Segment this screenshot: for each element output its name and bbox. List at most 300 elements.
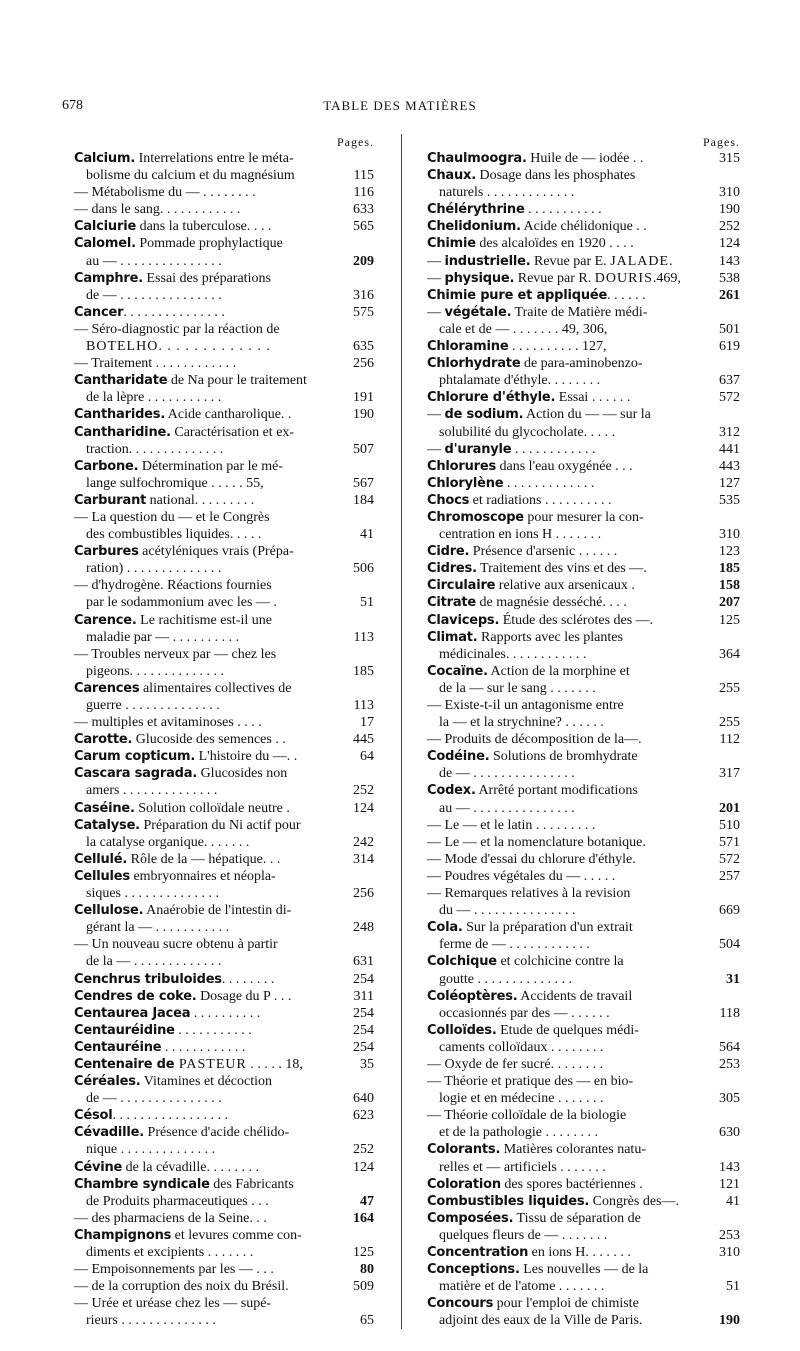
entry-segment: . . . . . . . . . . . — [174, 1022, 252, 1038]
entry-segment: . . . . . . . . — [221, 971, 275, 987]
entry-text — [427, 543, 710, 560]
entry-segment: pour l'emploi de chimiste — [493, 1296, 639, 1312]
entry-line — [427, 851, 710, 868]
entry-page-number: 124 — [353, 1159, 374, 1175]
entry-page-number: 254 — [353, 1039, 374, 1055]
entry-segment: . . . . . . . . . . . . . — [503, 475, 595, 491]
entry-line — [74, 731, 344, 748]
entry-heading: Coléoptères. — [427, 988, 518, 1004]
entry-heading: Cenchrus tribuloides — [74, 971, 222, 987]
entry-page-number: 124 — [719, 236, 740, 252]
entry-segment: — Existe-t-il un antagonisme entre — [427, 698, 624, 713]
entry-page-number: 185 — [719, 561, 740, 577]
index-entry — [74, 1295, 374, 1329]
entry-line — [427, 235, 710, 252]
entry-text — [427, 389, 710, 406]
entry-heading: Chlorylène — [427, 475, 504, 491]
entry-heading: Chimie — [427, 236, 476, 252]
index-entry — [74, 988, 374, 1005]
entry-heading: Chocs — [427, 492, 470, 508]
entry-line — [74, 304, 344, 321]
index-entry — [74, 424, 374, 458]
entry-text — [74, 1073, 344, 1107]
entry-line — [427, 1210, 710, 1227]
index-entry — [427, 851, 740, 868]
entry-continuation: lange sulfochromique . . . . . 55, — [86, 475, 264, 491]
index-entry — [74, 902, 374, 936]
entry-text — [74, 184, 344, 201]
entry-page-number: 64 — [360, 749, 374, 765]
entry-page-number: 509 — [353, 1279, 374, 1295]
entry-segment: Matières colorantes natu- — [500, 1142, 646, 1158]
entry-text — [427, 287, 710, 304]
entry-heading: Cantharidine. — [74, 424, 171, 440]
index-entry — [427, 1107, 740, 1141]
entry-text — [427, 919, 710, 953]
entry-line — [74, 1039, 344, 1056]
entry-text — [427, 338, 710, 355]
entry-segment: — — [427, 407, 445, 423]
entry-page-number: 501 — [719, 321, 740, 337]
entry-text — [74, 1210, 344, 1227]
pages-label: Pages. — [337, 135, 374, 149]
index-entry — [427, 475, 740, 492]
entry-segment: Essai des préparations — [143, 270, 271, 286]
entry-text — [427, 1244, 710, 1261]
index-entry — [427, 441, 740, 458]
entry-line — [74, 902, 344, 919]
entry-segment: national. . . . . . . . . — [146, 492, 255, 508]
entry-page-number: 510 — [719, 817, 740, 833]
entry-line — [74, 492, 344, 509]
index-entry — [74, 321, 374, 355]
entry-line — [74, 612, 344, 629]
entry-line — [427, 1022, 710, 1039]
entry-text — [427, 988, 710, 1022]
entry-continuation: guerre . . . . . . . . . . . . . . — [86, 698, 220, 713]
entry-page-number: 630 — [719, 1125, 740, 1141]
entry-text — [74, 851, 344, 868]
entry-text — [427, 201, 710, 218]
entry-heading: Camphre. — [74, 270, 143, 286]
entry-segment: — Séro-diagnostic par la réaction de — [74, 321, 280, 337]
entry-text — [427, 167, 710, 201]
entry-continuation: ferme de — . . . . . . . . . . . . — [439, 937, 590, 953]
index-entry — [74, 1278, 374, 1295]
entry-line — [427, 1056, 710, 1073]
entry-segment: de Na pour le traitement — [167, 373, 307, 389]
entry-page-number: 41 — [360, 527, 374, 543]
entry-text — [74, 731, 344, 748]
entry-line — [74, 184, 344, 201]
entry-page-number: 164 — [353, 1210, 374, 1226]
entry-page-number: 572 — [719, 390, 740, 406]
entry-segment: — Troubles nerveux par — chez les — [74, 646, 277, 662]
entry-line — [74, 1022, 344, 1039]
index-entry — [427, 885, 740, 919]
index-entry — [427, 167, 740, 201]
entry-line — [427, 868, 710, 885]
entry-continuation: rieurs . . . . . . . . . . . . . . — [86, 1313, 216, 1329]
entry-heading: Calomel. — [74, 236, 136, 252]
entry-text — [74, 748, 344, 765]
index-entry — [74, 577, 374, 611]
entry-heading: Calciurie — [74, 219, 137, 235]
entry-page-number: 254 — [353, 1022, 374, 1038]
entry-segment: — — [427, 270, 445, 286]
index-entry — [427, 235, 740, 252]
entry-heading: Chlorure d'éthyle. — [427, 390, 556, 406]
entry-text — [74, 1039, 344, 1056]
entry-segment: pour mesurer la con- — [523, 509, 644, 525]
entry-line — [427, 389, 710, 406]
entry-line — [74, 458, 344, 475]
entry-page-number: 65 — [360, 1313, 374, 1329]
entry-continuation: bolisme du calcium et du magnésium — [86, 168, 295, 184]
entry-page-number: 47 — [360, 1193, 374, 1209]
entry-segment: des spores bactériennes . — [500, 1176, 643, 1192]
index-entry — [74, 201, 374, 218]
entry-text — [427, 1056, 710, 1073]
entry-line — [427, 817, 710, 834]
entry-line — [74, 936, 344, 953]
index-entry — [74, 936, 374, 970]
entry-line — [427, 1193, 710, 1210]
entry-segment: dans la tuberculose. . . . — [136, 219, 272, 235]
entry-segment: Pommade prophylactique — [135, 236, 283, 252]
entry-segment: des alcaloïdes en 1920 . . . . — [475, 236, 634, 252]
entry-text — [427, 748, 710, 782]
entry-line — [427, 167, 710, 184]
entry-page-number: 17 — [360, 715, 374, 731]
entry-line — [74, 509, 344, 526]
entry-heading: végétale. — [444, 304, 512, 320]
entry-segment: Rapports avec les plantes — [477, 629, 623, 645]
entry-segment: Action du — — sur la — [523, 407, 651, 423]
entry-continuation: de la lèpre . . . . . . . . . . . — [86, 390, 222, 406]
index-entry — [427, 594, 740, 611]
entry-segment: — Remarques relatives à la revision — [427, 886, 631, 902]
index-entry — [427, 1261, 740, 1295]
entry-page-number: 242 — [353, 834, 374, 850]
entry-line — [427, 492, 710, 509]
entry-segment: — — [427, 253, 445, 269]
index-entry — [74, 1056, 374, 1073]
entry-line — [74, 150, 344, 167]
entry-heading: Climat. — [427, 629, 478, 645]
entry-segment: Glucosides non — [197, 766, 288, 782]
entry-segment: Revue par E. — [530, 253, 611, 269]
entry-continuation: maladie par — . . . . . . . . . . — [86, 629, 240, 645]
entry-line — [427, 338, 710, 355]
entry-text — [74, 680, 344, 714]
entry-heading: Carbures — [74, 544, 139, 560]
index-entry — [427, 663, 740, 697]
entry-line — [427, 1295, 710, 1312]
entry-page-number: 255 — [719, 680, 740, 696]
entry-text — [427, 629, 710, 663]
entry-text — [427, 731, 710, 748]
entry-segment: Traite de Matière médi- — [511, 304, 648, 320]
entry-line — [74, 372, 344, 389]
entry-page-number: 669 — [719, 903, 740, 919]
entry-line — [427, 1244, 710, 1261]
entry-text — [74, 304, 344, 321]
entry-text — [427, 1022, 710, 1056]
index-entry — [74, 492, 374, 509]
entry-line — [74, 235, 344, 252]
entry-page-number: 315 — [719, 151, 740, 166]
entry-heading: de sodium. — [444, 407, 524, 423]
entry-text — [427, 697, 710, 731]
index-entry — [427, 731, 740, 748]
entry-page-number: 572 — [719, 851, 740, 867]
entry-line — [74, 355, 344, 372]
entry-page-number: 35 — [360, 1056, 374, 1072]
entry-line — [427, 150, 710, 167]
entry-continuation: de — . . . . . . . . . . . . . . . — [439, 766, 575, 782]
entry-line — [427, 475, 710, 492]
entry-page-number: 113 — [353, 629, 374, 645]
entry-text — [427, 406, 710, 440]
index-entry — [427, 782, 740, 816]
entry-page-number: 248 — [353, 920, 374, 936]
entry-text — [74, 270, 344, 304]
entry-heading: Circulaire — [427, 578, 496, 594]
entry-continuation: de — . . . . . . . . . . . . . . . — [86, 1091, 222, 1107]
entry-page-number: 564 — [719, 1039, 740, 1055]
entry-segment: Caractérisation et ex- — [170, 424, 295, 440]
entry-line — [427, 1261, 710, 1278]
entry-page-number: 254 — [353, 971, 374, 987]
entry-page-number: 305 — [719, 1091, 740, 1107]
entry-page-number: 637 — [719, 373, 740, 389]
entry-page-number: 143 — [719, 253, 740, 269]
entry-segment: Solutions de bromhydrate — [489, 749, 638, 765]
entry-page-number: 80 — [360, 1262, 374, 1278]
entry-page-number: 441 — [719, 441, 740, 457]
entry-text — [74, 902, 344, 936]
entry-segment: — Le — et la nomenclature botanique. — [427, 834, 646, 850]
entry-line — [427, 509, 710, 526]
entry-page-number: 116 — [353, 185, 374, 201]
entry-text — [427, 218, 710, 235]
index-entry — [74, 1210, 374, 1227]
index-entry — [74, 458, 374, 492]
entry-line — [427, 612, 710, 629]
entry-page-number: 51 — [360, 595, 374, 611]
entry-text — [427, 1073, 710, 1107]
entry-line — [427, 543, 710, 560]
index-entry — [427, 1244, 740, 1261]
entry-heading: Codex. — [427, 783, 476, 799]
entry-segment: Glucoside des semences . . — [132, 732, 286, 748]
entry-heading: Chaulmoogra. — [427, 151, 527, 166]
index-entry — [74, 270, 374, 304]
entry-segment: — de la corruption des noix du Brésil. — [74, 1279, 289, 1295]
entry-text — [427, 782, 710, 816]
entry-segment: . . . . . 18, — [246, 1056, 303, 1072]
entry-heading: Cellulé. — [74, 851, 128, 867]
entry-segment: Accidents de travail — [517, 988, 633, 1004]
entry-continuation: de Produits pharmaceutiques . . . — [86, 1193, 269, 1209]
entry-line — [427, 253, 710, 270]
entry-line — [74, 577, 344, 594]
entry-continuation: amers . . . . . . . . . . . . . . — [86, 783, 218, 799]
entry-text — [74, 235, 344, 269]
index-entry — [74, 817, 374, 851]
entry-heading: Cévine — [74, 1159, 123, 1175]
entry-text — [74, 1005, 344, 1022]
entry-page-number: 252 — [353, 783, 374, 799]
index-entry — [74, 372, 374, 406]
entry-page-number: 575 — [353, 304, 374, 320]
index-entry — [427, 543, 740, 560]
index-entry — [74, 765, 374, 799]
entry-segment: — Oxyde de fer sucré. . . . . . . . — [427, 1056, 604, 1072]
index-entry — [74, 1022, 374, 1039]
entry-segment: Dosage dans les phosphates — [475, 168, 636, 184]
index-entry — [74, 406, 374, 423]
index-column-left — [74, 134, 374, 1329]
entry-continuation: ration) . . . . . . . . . . . . . . — [86, 561, 222, 577]
index-entry — [74, 1124, 374, 1158]
entry-text — [427, 475, 710, 492]
entry-heading: Concours — [427, 1296, 494, 1312]
entry-page-number: 51 — [726, 1279, 740, 1295]
entry-text — [74, 765, 344, 799]
index-entry — [427, 458, 740, 475]
entry-segment: Revue par R. — [514, 270, 595, 286]
column-divider — [401, 134, 402, 1329]
entry-text — [74, 150, 344, 184]
index-entry — [427, 1193, 740, 1210]
entry-heading: d'uranyle — [444, 441, 512, 457]
entry-segment: Préparation du Ni actif pour — [139, 817, 301, 833]
entry-page-number: 41 — [726, 1193, 740, 1209]
entry-heading: Chelidonium. — [427, 219, 521, 235]
entry-page-number: 123 — [719, 544, 740, 560]
entry-text — [74, 971, 344, 988]
entry-text — [74, 218, 344, 235]
entry-continuation: du — . . . . . . . . . . . . . . . — [439, 903, 576, 919]
entry-heading: Chimie pure et appliquée — [427, 287, 608, 303]
entry-segment: Le rachitisme est-il une — [136, 612, 272, 628]
entry-text — [74, 509, 344, 543]
entry-line — [74, 270, 344, 287]
entry-segment: . . . . . . . . . . 127, — [508, 339, 607, 355]
entry-line — [427, 560, 710, 577]
entry-segment: Acide cantharolique. . — [165, 407, 292, 423]
entry-segment: Interrelations entre le méta- — [135, 151, 294, 166]
index-entry — [427, 748, 740, 782]
entry-heading: Chélérythrine — [427, 202, 525, 218]
entry-heading: Chaux. — [427, 168, 476, 184]
entry-page-number: 565 — [353, 219, 374, 235]
entry-continuation: par le sodammonium avec les — . — [86, 595, 277, 611]
entry-line — [427, 988, 710, 1005]
entry-text — [427, 1295, 710, 1329]
entry-segment: . . . . . . . . . . — [190, 1005, 261, 1021]
entry-continuation: centration en ions H . . . . . . . — [439, 527, 602, 543]
index-entry — [74, 1176, 374, 1210]
entry-text — [427, 577, 710, 594]
entry-line — [427, 201, 710, 218]
entry-heading: Chlorures — [427, 458, 497, 474]
entry-page-number: 317 — [719, 766, 740, 782]
entry-continuation: quelques fleurs de — . . . . . . . — [439, 1227, 608, 1243]
entry-page-number: 31 — [726, 971, 740, 987]
index-entry — [427, 1141, 740, 1175]
entry-line — [427, 1073, 710, 1090]
entry-text — [427, 1210, 710, 1244]
entry-continuation: logie et en médecine . . . . . . . — [439, 1091, 604, 1107]
entry-page-number: 158 — [719, 578, 740, 594]
entry-page-number: 191 — [353, 390, 374, 406]
index-entry — [427, 270, 740, 287]
entry-page-number: 252 — [719, 219, 740, 235]
entry-line — [74, 424, 344, 441]
entry-page-number: 124 — [353, 800, 374, 816]
entry-line — [74, 1176, 344, 1193]
entry-segment: . . . . . . . . . . . . . . . — [123, 304, 225, 320]
index-entry — [74, 800, 374, 817]
entry-heading: Caséine. — [74, 800, 135, 816]
entry-page-number: 209 — [353, 253, 374, 269]
entry-text — [427, 612, 710, 629]
entry-page-number: 252 — [353, 1142, 374, 1158]
index-entry — [74, 868, 374, 902]
entry-line — [427, 782, 710, 799]
entry-segment: DOURIS — [594, 270, 653, 286]
entry-heading: Cascara sagrada. — [74, 766, 198, 782]
entry-continuation: matière et de l'atome . . . . . . . — [439, 1279, 605, 1295]
entry-line — [74, 971, 344, 988]
entry-page-number: 506 — [353, 561, 374, 577]
entry-text — [74, 1176, 344, 1210]
index-entry — [427, 817, 740, 834]
entry-line — [74, 406, 344, 423]
entry-heading: Colloïdes. — [427, 1022, 497, 1038]
entry-page-number: 567 — [353, 475, 374, 491]
index-entry — [427, 1295, 740, 1329]
entry-segment: — Un nouveau sucre obtenu à partir — [74, 937, 278, 953]
entry-page-number: 112 — [719, 732, 740, 748]
entry-text — [74, 612, 344, 646]
entry-heading: Centauréidine — [74, 1022, 175, 1038]
entry-text — [427, 1107, 710, 1141]
entry-heading: Cévadille. — [74, 1125, 145, 1141]
index-entry — [427, 1210, 740, 1244]
entry-segment: . . . . . . . . . . . . — [161, 1039, 246, 1055]
entry-text — [74, 1261, 344, 1278]
entry-segment: — — [427, 304, 445, 320]
entry-page-number: 190 — [719, 202, 740, 218]
entry-heading: Céréales. — [74, 1074, 141, 1090]
entry-page-number: 184 — [353, 492, 374, 508]
entry-heading: Centauréine — [74, 1039, 162, 1055]
entry-segment: — Théorie colloïdale de la biologie — [427, 1108, 627, 1124]
entry-segment: Solution colloïdale neutre . — [134, 800, 290, 816]
entry-line — [74, 868, 344, 885]
entry-heading: Chambre syndicale — [74, 1176, 210, 1192]
entry-line — [74, 1295, 344, 1312]
entry-line — [427, 1176, 710, 1193]
entry-page-number: 113 — [353, 698, 374, 713]
index-entry — [427, 355, 740, 389]
entry-line — [74, 1261, 344, 1278]
entry-continuation: pigeons. . . . . . . . . . . . . . — [86, 663, 225, 679]
